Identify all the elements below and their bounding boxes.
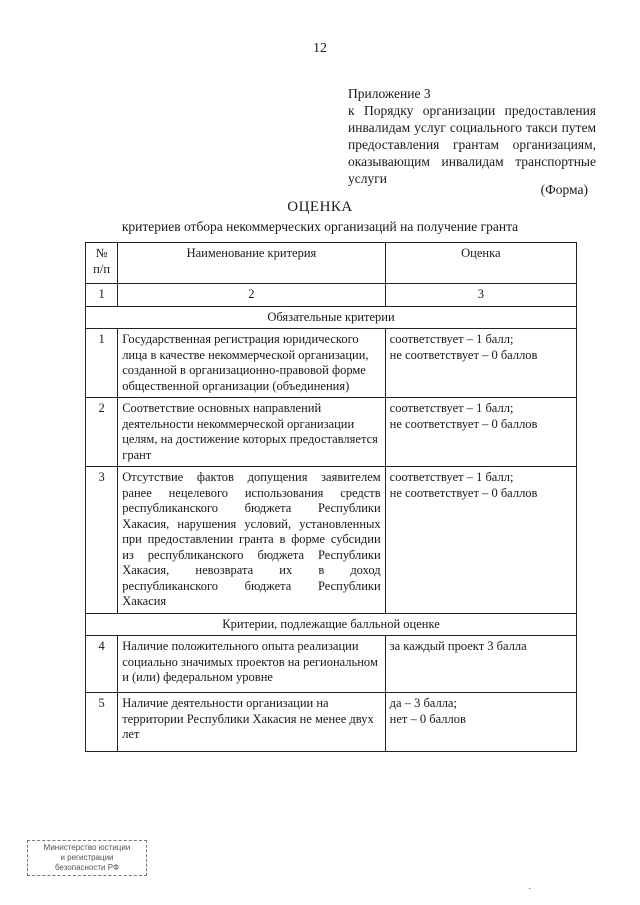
row-score-line: не соответствует – 0 баллов (389, 347, 538, 362)
section-mandatory-label: Обязательные критерии (86, 306, 577, 329)
appendix-body: к Порядку организации предоставления инвалидам услуг социального такси путем предоставления грантам организациям, оказывающим инвалидам транспортные услуги (348, 103, 596, 186)
row-num: 1 (86, 329, 118, 398)
index-score: 3 (385, 284, 576, 307)
stamp-line: Министерство юстиции (43, 843, 131, 852)
row-score (385, 398, 576, 467)
row-criterion: Наличие положительного опыта реализации социально значимых проектов на региональном и (или) федеральном уровне (118, 636, 385, 693)
row-score (385, 636, 576, 693)
appendix-block (348, 85, 596, 187)
stamp-line: и регистрации (60, 853, 114, 862)
header-num: № п/п (86, 243, 118, 284)
row-criterion: Соответствие основных направлений деятельности некоммерческой организации целям, на достижение которых предоставляется грант (118, 398, 385, 467)
form-label: (Форма) (540, 182, 588, 197)
row-score-line: соответствует – 1 балл; (389, 470, 514, 484)
page-mark: · (528, 884, 532, 895)
row-criterion: Наличие деятельности организации на территории Республики Хакасия не менее двух лет (118, 693, 385, 752)
index-name: 2 (118, 284, 385, 307)
index-num: 1 (86, 284, 118, 307)
row-criterion: Государственная регистрация юридического лица в качестве некоммерческой организации, созданной в организационно-правовой форме общественной организации (объединения) (118, 329, 385, 398)
page-number: 12 (313, 41, 327, 56)
row-num: 3 (86, 467, 118, 614)
document-heading: ОЦЕНКА (287, 199, 353, 215)
header-score: Оценка (385, 243, 576, 284)
row-score-line: не соответствует – 0 баллов (389, 485, 538, 500)
row-score-line: соответствует – 1 балл; (389, 401, 514, 415)
section-row-mandatory (86, 306, 577, 329)
row-num: 2 (86, 398, 118, 467)
row-score-line: за каждый проект 3 балла (389, 639, 527, 653)
registration-stamp (27, 840, 147, 876)
stamp-line: безопасности РФ (54, 863, 120, 872)
row-score-line: не соответствует – 0 баллов (389, 416, 538, 431)
table-row (86, 636, 577, 693)
row-score (385, 329, 576, 398)
table-index-row (86, 284, 577, 307)
row-score (385, 467, 576, 614)
section-row-points (86, 613, 577, 636)
header-name: Наименование критерия (118, 243, 385, 284)
row-score-line: соответствует – 1 балл; (389, 332, 514, 346)
table-row (86, 467, 577, 614)
document-subheading: критериев отбора некоммерческих организаций на получение гранта (121, 219, 519, 234)
row-score (385, 693, 576, 752)
row-score-line: да – 3 балла; (389, 696, 457, 710)
row-criterion: Отсутствие фактов допущения заявителем ранее нецелевого использования средств республиканского бюджета Республики Хакасия, нарушения условий, установленных при предоставлении гранта в форме субсидии из республиканского бюджета Республики Хакасия, невозврата их в доход республиканского бюджета Республики Хакасия (118, 467, 385, 614)
section-points-label: Критерии, подлежащие балльной оценке (86, 613, 577, 636)
table-header-row (86, 243, 577, 284)
appendix-title: Приложение 3 (348, 86, 431, 101)
table-row (86, 693, 577, 752)
row-num: 5 (86, 693, 118, 752)
table-row (86, 398, 577, 467)
table-row (86, 329, 577, 398)
criteria-table (85, 242, 577, 752)
row-score-line: нет – 0 баллов (389, 711, 466, 726)
row-num: 4 (86, 636, 118, 693)
